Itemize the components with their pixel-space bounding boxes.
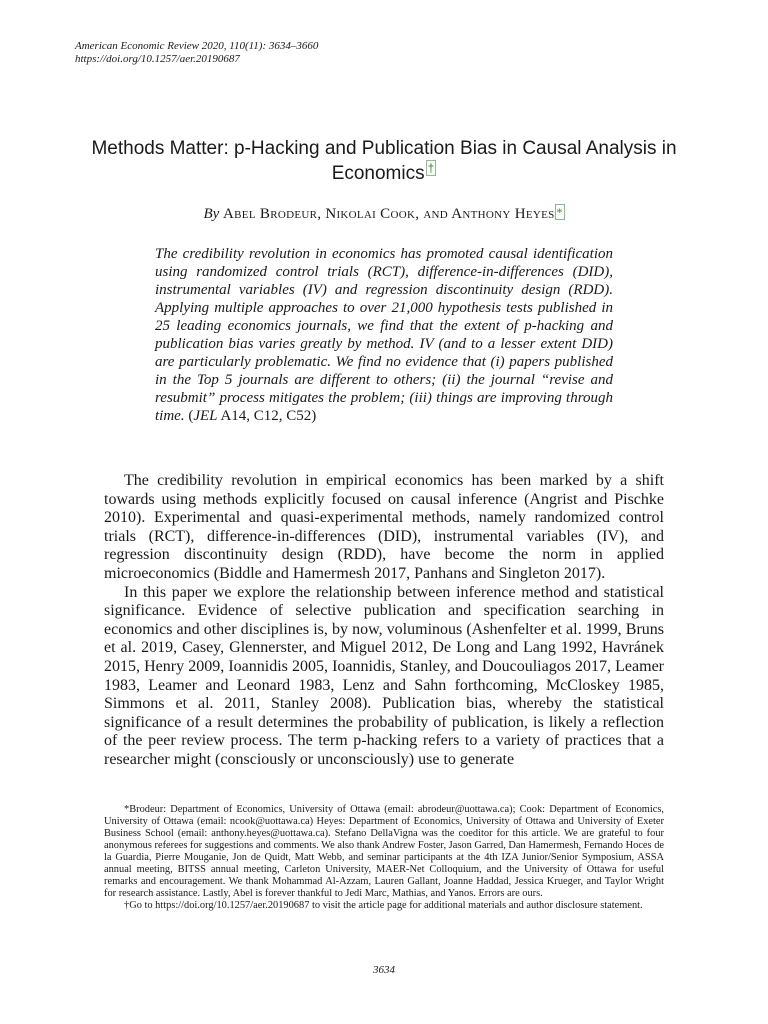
- abstract: [155, 245, 613, 425]
- abstract-text: The credibility revolution in economics has promoted causal identification using randomized control trials (RCT), difference-in-differences (DID), instrumental variables (IV) and regression discontinuity design (RDD). Applying multiple approaches to over 21,000 hypothesis tests published in 25 leading economics journals, we find that the extent of p-hacking and publication bias varies greatly by method. IV (and to a lesser extent DID) are particularly problematic. We find no evidence that (i) papers published in the Top 5 journals are different to others; (ii) the journal “revise and resubmit” process mitigates the problem; (iii) things are improving through time.: [155, 246, 613, 424]
- paper-title-text: Methods Matter: p-Hacking and Publication Bias in Causal Analysis in Economics: [91, 138, 677, 184]
- author-line: [0, 205, 768, 223]
- footnote-dagger: †Go to https://doi.org/10.1257/aer.20190687 to visit the article page for additional materials and author disclosure statement.: [124, 900, 643, 911]
- journal-citation: [75, 40, 318, 66]
- title-footnote-link[interactable]: †: [427, 161, 435, 175]
- footnote-star: *Brodeur: Department of Economics, University of Ottawa (email: abrodeur@uottawa.ca); Cook: Department of Economics, University of Ottawa (email: ncook@uottawa.ca) Heyes: Department of Economics, University of Ottawa and University of Exeter Business School (email: anthony.heyes@uottawa.ca). Stefano DellaVigna was the coeditor for this article. We are grateful to four anonymous referees for suggestions and comments. We also thank Andrew Foster, Jason Garred, Dan Hamermesh, Fernando Hoces de la Guardia, Pierre Mouganie, Jon de Quidt, Matt Webb, and seminar participants at the 4th IZA Junior/Senior Symposium, ASSA annual meeting, BITSS annual meeting, Carleton University, MAER-Net Colloquium, and the University of Ottawa for useful remarks and encouragement. We thank Mohammad Al-Azzam, Lauren Gallant, Joanne Haddad, Jessica Krueger, and Taylor Wright for research assistance. Lastly, Abel is forever thankful to Jedi Marc, Mathias, and Yanos. Errors are ours.: [104, 804, 664, 899]
- jel-label: JEL: [193, 408, 218, 424]
- body-paragraph: The credibility revolution in empirical economics has been marked by a shift towards using methods explicitly focused on causal inference (Angrist and Pischke 2010). Experimental and quasi-experimental methods, namely randomized control trials (RCT), difference-in-differences (DID), instrumental variables (IV), and regression discontinuity design (RDD), have become the norm in applied microeconomics (Biddle and Hamermesh 2017, Panhans and Singleton 2017).: [104, 472, 664, 582]
- doi-line[interactable]: https://doi.org/10.1257/aer.20190687: [75, 53, 240, 65]
- body-paragraph: In this paper we explore the relationship between inference method and statistical significance. Evidence of selective publication and specification searching in economics and other disciplines is, by now, voluminous (Ashenfelter et al. 1999, Bruns et al. 2019, Casey, Glennerster, and Miguel 2012, De Long and Lang 1992, Havránek 2015, Henry 2009, Ioannidis 2005, Ioannidis, Stanley, and Doucouliagos 2017, Leamer 1983, Leamer and Leonard 1983, Lenz and Sahn forthcoming, McCloskey 1985, Simmons et al. 2011, Stanley 2008). Publication bias, whereby the statistical significance of a result determines the probability of publication, is likely a reflection of the peer review process. The term p-hacking refers to a variety of practices that a researcher might (consciously or unconsciously) use to generate: [104, 583, 664, 768]
- author-footnote-link[interactable]: *: [556, 205, 563, 219]
- page-number: 3634: [373, 964, 395, 976]
- body-text: [104, 472, 664, 770]
- paper-title: [90, 136, 678, 186]
- footnotes: [104, 804, 664, 912]
- jel-codes: A14, C12, C52: [220, 408, 312, 424]
- journal-line: American Economic Review 2020, 110(11): 3634–3660: [75, 40, 319, 52]
- jel-classification: (JEL A14, C12, C52): [188, 408, 317, 424]
- author-by: By: [203, 206, 220, 222]
- author-names: Abel Brodeur, Nikolai Cook, and Anthony Heyes: [223, 206, 555, 222]
